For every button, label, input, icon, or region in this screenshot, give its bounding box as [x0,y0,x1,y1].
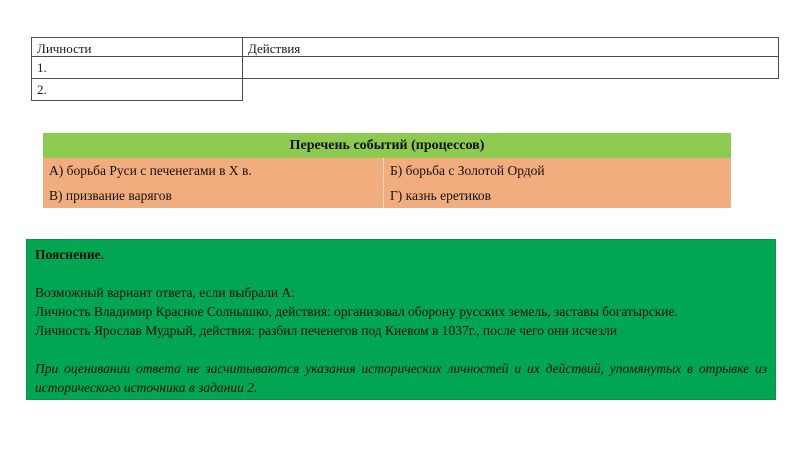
explanation-note-italic: При оценивании ответа не засчитываются указания исторических личностей и их действий, упомянутых в отрывке из исторического источника в задании 2. [35,361,767,395]
answer-table [31,37,779,101]
event-option-g: Г) казнь еретиков [383,183,731,208]
event-option-a: А) борьба Руси с печенегами в X в. [49,162,252,178]
answer-table-row2-value [243,79,779,101]
answer-table-row1-value [243,57,779,79]
events-table-rows [43,158,731,208]
explanation-spacer-2 [35,340,767,359]
answer-table-row2-num: 2. [31,79,243,101]
explanation-line-variant: Возможный вариант ответа, если выбрали А: [35,285,295,300]
explanation-spacer [35,264,767,283]
explanation-line-vladimir: Личность Владимир Красное Солнышко, действия: организовал оборону русских земель, заставы богатырские. [35,304,678,319]
answer-table-header-actions: Действия [243,37,779,57]
events-table-title: Перечень событий (процессов) [43,133,731,158]
answer-table-row1-num: 1. [31,57,243,79]
explanation-title: Пояснение. [35,247,104,262]
explanation-box [26,239,776,400]
answer-table-header-personalities: Личности [31,37,243,57]
explanation-line-yaroslav: Личность Ярослав Мудрый, действия: разбил печенегов под Киевом в 1037г., после чего они исчезли [35,323,618,338]
event-option-v: В) призвание варягов [49,187,172,203]
events-table [43,133,731,208]
event-option-b: Б) борьба с Золотой Ордой [383,158,731,183]
